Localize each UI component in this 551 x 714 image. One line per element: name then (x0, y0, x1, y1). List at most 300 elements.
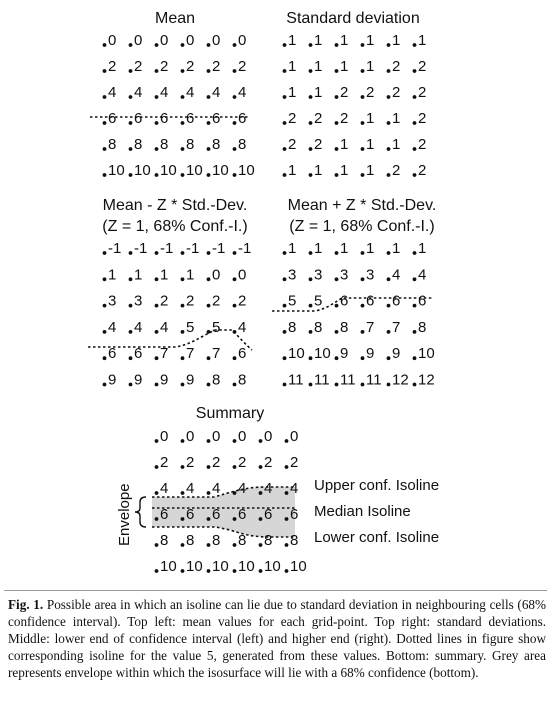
grid-value: 1 (288, 240, 297, 257)
grid-value: 0 (108, 32, 117, 49)
grid-value: 11 (340, 371, 356, 389)
grid-point (155, 491, 159, 495)
grid-value: 2 (238, 58, 247, 75)
grid-point (155, 465, 159, 469)
grid-value: 2 (290, 454, 299, 471)
grid-point (361, 304, 365, 308)
grid-point (361, 173, 365, 177)
grid-value: 6 (290, 506, 299, 523)
grid-value: 0 (264, 428, 273, 445)
grid-value: 6 (108, 345, 117, 363)
grid-point (233, 304, 237, 308)
grid-value: 8 (212, 136, 221, 153)
grid-point (309, 277, 313, 281)
grid-value: 0 (238, 428, 247, 445)
grid-value: 8 (134, 136, 143, 153)
grid-point (103, 304, 107, 308)
grid-value: 1 (366, 110, 375, 127)
grid-point (129, 356, 133, 360)
summary-envelope-label: Envelope (116, 483, 133, 546)
grid-point (361, 356, 365, 360)
caption-label: Fig. 1. (8, 597, 44, 612)
grid-value: 7 (186, 345, 195, 363)
grid-point (103, 330, 107, 334)
grid-point (233, 43, 237, 47)
grid-value: 10 (212, 558, 229, 575)
grid-point (387, 304, 391, 308)
grid-value: 4 (212, 480, 221, 497)
grid-point (155, 251, 159, 255)
grid-value: 6 (366, 292, 375, 310)
grid-point (233, 543, 237, 547)
grid-point (283, 147, 287, 151)
grid-point (103, 95, 107, 99)
grid-point (413, 173, 417, 177)
grid-value: 11 (314, 371, 330, 389)
grid-point (285, 543, 289, 547)
grid-point (361, 277, 365, 281)
grid-point (413, 356, 417, 360)
grid-point (207, 121, 211, 125)
grid-value: 4 (392, 266, 401, 284)
grid-point (387, 383, 391, 387)
grid-value: 2 (212, 292, 221, 310)
grid-point (259, 465, 263, 469)
grid-value: 5 (186, 318, 195, 336)
grid-value: 1 (366, 136, 375, 153)
grid-point (413, 304, 417, 308)
grid-point (181, 465, 185, 469)
grid-value: 1 (340, 162, 349, 179)
grid-point (181, 43, 185, 47)
grid-point (283, 330, 287, 334)
grid-value: 2 (186, 58, 195, 75)
grid-value: 8 (160, 532, 169, 549)
caption-divider (4, 590, 547, 591)
grid-value: 4 (134, 84, 143, 101)
grid-value: 1 (288, 162, 297, 179)
grid-value: 0 (160, 32, 169, 49)
grid-value: 4 (160, 84, 169, 101)
grid-value: 8 (212, 371, 221, 389)
grid-value: 6 (340, 292, 349, 310)
grid-point (413, 147, 417, 151)
grid-value: 4 (212, 84, 221, 101)
grid-point (233, 121, 237, 125)
grid-point (233, 147, 237, 151)
grid-point (233, 383, 237, 387)
grid-value: 6 (186, 506, 195, 523)
grid-point (129, 330, 133, 334)
grid-point (129, 173, 133, 177)
grid-value: 8 (238, 532, 247, 549)
grid-point (413, 330, 417, 334)
grid-value: 4 (238, 480, 247, 497)
grid-point (155, 147, 159, 151)
grid-value: 11 (366, 371, 382, 389)
grid-point (155, 543, 159, 547)
grid-point (335, 356, 339, 360)
grid-point (259, 569, 263, 573)
grid-point (283, 304, 287, 308)
grid-value: 2 (160, 292, 169, 310)
grid-point (335, 147, 339, 151)
grid-point (207, 465, 211, 469)
grid-value: 12 (392, 371, 409, 389)
grid-point (309, 383, 313, 387)
grid-point (361, 121, 365, 125)
grid-point (335, 330, 339, 334)
grid-value: 6 (108, 110, 117, 127)
grid-value: 1 (314, 240, 323, 257)
grid-value: 6 (238, 506, 247, 523)
grid-value: 3 (108, 292, 117, 310)
figure-caption (8, 596, 546, 681)
grid-value: 1 (392, 32, 401, 49)
grid-value: 2 (186, 454, 195, 471)
grid-value: 6 (160, 506, 169, 523)
grid-point (361, 147, 365, 151)
grid-value: 7 (212, 345, 221, 363)
grid-value: 6 (238, 110, 247, 127)
grid-value: 1 (340, 240, 349, 257)
caption-text: Possible area in which an isoline can lie due to standard deviation in neighbouring cells (68% confidence interval). Top left: mean values for each grid-point. Top right: standard deviations. Middle: lower end of confidence interval (left) and higher end (right). Dotted lines in figure show corresponding isoline for the value 5, generated from these values. Bottom: summary. Grey area represents envelope within which the isosurface will lie with a 68% confidence (bottom). (8, 597, 546, 680)
grid-value: 8 (288, 318, 297, 336)
grid-value: 0 (238, 32, 247, 49)
grid-value: 1 (314, 162, 323, 179)
panel-title: Mean (154, 10, 196, 27)
grid-value: 6 (212, 506, 221, 523)
grid-point (233, 95, 237, 99)
grid-value: 1 (340, 136, 349, 153)
grid-point (207, 304, 211, 308)
grid-point (129, 383, 133, 387)
panel-mean (103, 10, 255, 179)
grid-value: 2 (418, 58, 427, 75)
grid-value: 10 (418, 345, 435, 363)
envelope-brace (135, 497, 146, 527)
grid-value: 2 (340, 84, 349, 101)
grid-point (155, 95, 159, 99)
grid-value: 1 (186, 266, 195, 284)
grid-value: 0 (212, 32, 221, 49)
grid-value: 2 (314, 136, 323, 153)
grid-point (103, 356, 107, 360)
grid-point (207, 69, 211, 73)
panel-title: Standard deviation (286, 10, 420, 27)
grid-point (233, 251, 237, 255)
grid-value: 6 (264, 506, 273, 523)
grid-value: 1 (366, 162, 375, 179)
grid-point (309, 304, 313, 308)
grid-value: 2 (212, 58, 221, 75)
grid-point (413, 69, 417, 73)
grid-value: 2 (160, 454, 169, 471)
grid-point (413, 383, 417, 387)
grid-value: 3 (314, 266, 323, 284)
grid-value: 0 (134, 32, 143, 49)
grid-value: 10 (108, 162, 125, 179)
grid-value: 5 (288, 292, 297, 310)
grid-value: 4 (418, 266, 427, 284)
grid-value: 1 (366, 240, 375, 257)
grid-value: 6 (392, 292, 401, 310)
grid-value: 3 (340, 266, 349, 284)
grid-value: 9 (366, 345, 375, 363)
grid-point (129, 147, 133, 151)
grid-value: 4 (238, 318, 247, 336)
grid-value: 4 (134, 318, 143, 336)
grid-value: 4 (290, 480, 299, 497)
grid-value: 8 (160, 136, 169, 153)
grid-point (181, 356, 185, 360)
grid-point (103, 251, 107, 255)
grid-value: 6 (212, 110, 221, 127)
grid-value: 10 (288, 345, 305, 363)
panel-mean-minus (102, 197, 251, 389)
grid-point (387, 121, 391, 125)
grid-point (181, 569, 185, 573)
grid-value: 1 (134, 266, 143, 284)
grid-point (207, 330, 211, 334)
grid-value: 0 (290, 428, 299, 445)
panel-title: Mean - Z * Std.-Dev. (102, 197, 248, 214)
grid-value: 4 (160, 318, 169, 336)
grid-value: 6 (238, 345, 247, 363)
grid-point (259, 491, 263, 495)
grid-value: 2 (186, 292, 195, 310)
grid-value: 8 (418, 318, 427, 336)
grid-point (155, 277, 159, 281)
grid-point (413, 121, 417, 125)
grid-value: 10 (160, 162, 177, 179)
grid-value: 6 (134, 345, 143, 363)
grid-point (233, 491, 237, 495)
grid-point (155, 121, 159, 125)
grid-value: 2 (238, 454, 247, 471)
grid-value: 10 (238, 558, 255, 575)
grid-value: 2 (418, 136, 427, 153)
grid-point (387, 147, 391, 151)
grid-point (181, 173, 185, 177)
grid-value: 0 (186, 428, 195, 445)
grid-value: 10 (314, 345, 331, 363)
grid-value: 2 (418, 162, 427, 179)
grid-value: 1 (418, 240, 427, 257)
grid-point (207, 356, 211, 360)
grid-point (233, 465, 237, 469)
grid-point (207, 517, 211, 521)
grid-point (361, 383, 365, 387)
grid-point (207, 491, 211, 495)
grid-point (181, 543, 185, 547)
grid-point (233, 69, 237, 73)
grid-value: 4 (108, 84, 117, 101)
grid-value: 10 (160, 558, 177, 575)
grid-value: 2 (288, 110, 297, 127)
grid-point (387, 69, 391, 73)
grid-point (413, 43, 417, 47)
grid-point (309, 121, 313, 125)
grid-point (387, 43, 391, 47)
grid-point (103, 43, 107, 47)
grid-value: 1 (340, 32, 349, 49)
grid-point (283, 173, 287, 177)
grid-point (207, 173, 211, 177)
grid-value: 1 (288, 84, 297, 101)
grid-point (285, 569, 289, 573)
grid-point (181, 95, 185, 99)
grid-point (207, 543, 211, 547)
grid-value: 8 (212, 532, 221, 549)
grid-point (283, 383, 287, 387)
grid-value: 0 (160, 428, 169, 445)
grid-point (233, 356, 237, 360)
grid-point (283, 356, 287, 360)
grid-point (103, 121, 107, 125)
grid-value: 2 (392, 162, 401, 179)
grid-value: 4 (108, 318, 117, 336)
grid-value: 1 (314, 58, 323, 75)
grid-value: 10 (238, 162, 255, 179)
grid-point (103, 69, 107, 73)
grid-point (309, 69, 313, 73)
grid-value: 2 (418, 110, 427, 127)
grid-value: 11 (288, 371, 304, 389)
grid-point (129, 69, 133, 73)
grid-value: 6 (134, 110, 143, 127)
grid-value: 8 (340, 318, 349, 336)
grid-point (181, 69, 185, 73)
summary-lower-label: Lower conf. Isoline (314, 529, 440, 546)
grid-point (361, 95, 365, 99)
grid-value: 8 (108, 136, 117, 153)
grid-value: 1 (418, 32, 427, 49)
grid-value: 0 (212, 428, 221, 445)
grid-point (207, 95, 211, 99)
grid-point (285, 517, 289, 521)
grid-value: 12 (418, 371, 435, 389)
grid-point (387, 277, 391, 281)
summary-median-label: Median Isoline (314, 503, 411, 520)
grid-point (181, 121, 185, 125)
grid-value: -1 (186, 240, 200, 257)
grid-value: 9 (134, 371, 143, 389)
grid-point (233, 173, 237, 177)
grid-point (233, 439, 237, 443)
grid-point (207, 277, 211, 281)
grid-value: 9 (340, 345, 349, 363)
summary-upper-label: Upper conf. Isoline (314, 477, 440, 494)
grid-point (283, 69, 287, 73)
grid-point (309, 356, 313, 360)
grid-point (233, 277, 237, 281)
grid-point (283, 43, 287, 47)
grid-value: 2 (314, 110, 323, 127)
grid-value: -1 (160, 240, 174, 257)
grid-point (181, 147, 185, 151)
grid-value: 3 (366, 266, 375, 284)
grid-point (387, 356, 391, 360)
grid-point (259, 517, 263, 521)
grid-point (207, 383, 211, 387)
grid-value: 2 (238, 292, 247, 310)
grid-point (387, 251, 391, 255)
grid-point (155, 69, 159, 73)
grid-point (103, 173, 107, 177)
grid-point (129, 43, 133, 47)
grid-point (181, 330, 185, 334)
grid-point (155, 569, 159, 573)
grid-value: 3 (288, 266, 297, 284)
grid-point (129, 277, 133, 281)
grid-value: 2 (212, 454, 221, 471)
grid-value: -1 (134, 240, 148, 257)
grid-point (207, 43, 211, 47)
grid-value: 10 (186, 558, 203, 575)
grid-point (233, 517, 237, 521)
grid-point (259, 439, 263, 443)
grid-value: -1 (108, 240, 122, 257)
panel-title: Summary (195, 405, 265, 422)
grid-value: 5 (314, 292, 323, 310)
grid-point (155, 173, 159, 177)
grid-point (285, 465, 289, 469)
grid-point (309, 173, 313, 177)
grid-point (335, 383, 339, 387)
panel-title: Mean + Z * Std.-Dev. (287, 197, 437, 214)
grid-point (207, 147, 211, 151)
grid-value: 8 (264, 532, 273, 549)
grid-point (335, 277, 339, 281)
grid-point (181, 439, 185, 443)
grid-point (129, 121, 133, 125)
grid-point (413, 251, 417, 255)
grid-point (283, 121, 287, 125)
grid-value: 2 (418, 84, 427, 101)
grid-value: 1 (288, 58, 297, 75)
grid-value: 4 (264, 480, 273, 497)
grid-point (155, 330, 159, 334)
grid-point (335, 121, 339, 125)
grid-value: 1 (314, 32, 323, 49)
grid-value: 7 (160, 345, 169, 363)
grid-value: 8 (238, 371, 247, 389)
panel-title: (Z = 1, 68% Conf.-I.) (289, 218, 435, 235)
grid-value: 6 (418, 292, 427, 310)
grid-point (361, 69, 365, 73)
grid-point (285, 439, 289, 443)
grid-point (283, 251, 287, 255)
grid-point (309, 95, 313, 99)
grid-point (155, 356, 159, 360)
grid-value: 4 (160, 480, 169, 497)
grid-point (129, 304, 133, 308)
grid-point (155, 304, 159, 308)
grid-value: 2 (392, 84, 401, 101)
grid-point (155, 439, 159, 443)
grid-value: 4 (186, 480, 195, 497)
grid-value: 7 (366, 318, 375, 336)
grid-point (207, 439, 211, 443)
grid-value: 0 (238, 266, 247, 284)
grid-point (181, 517, 185, 521)
grid-value: 1 (160, 266, 169, 284)
grid-point (361, 251, 365, 255)
grid-point (361, 330, 365, 334)
grid-point (285, 491, 289, 495)
grid-value: 2 (264, 454, 273, 471)
